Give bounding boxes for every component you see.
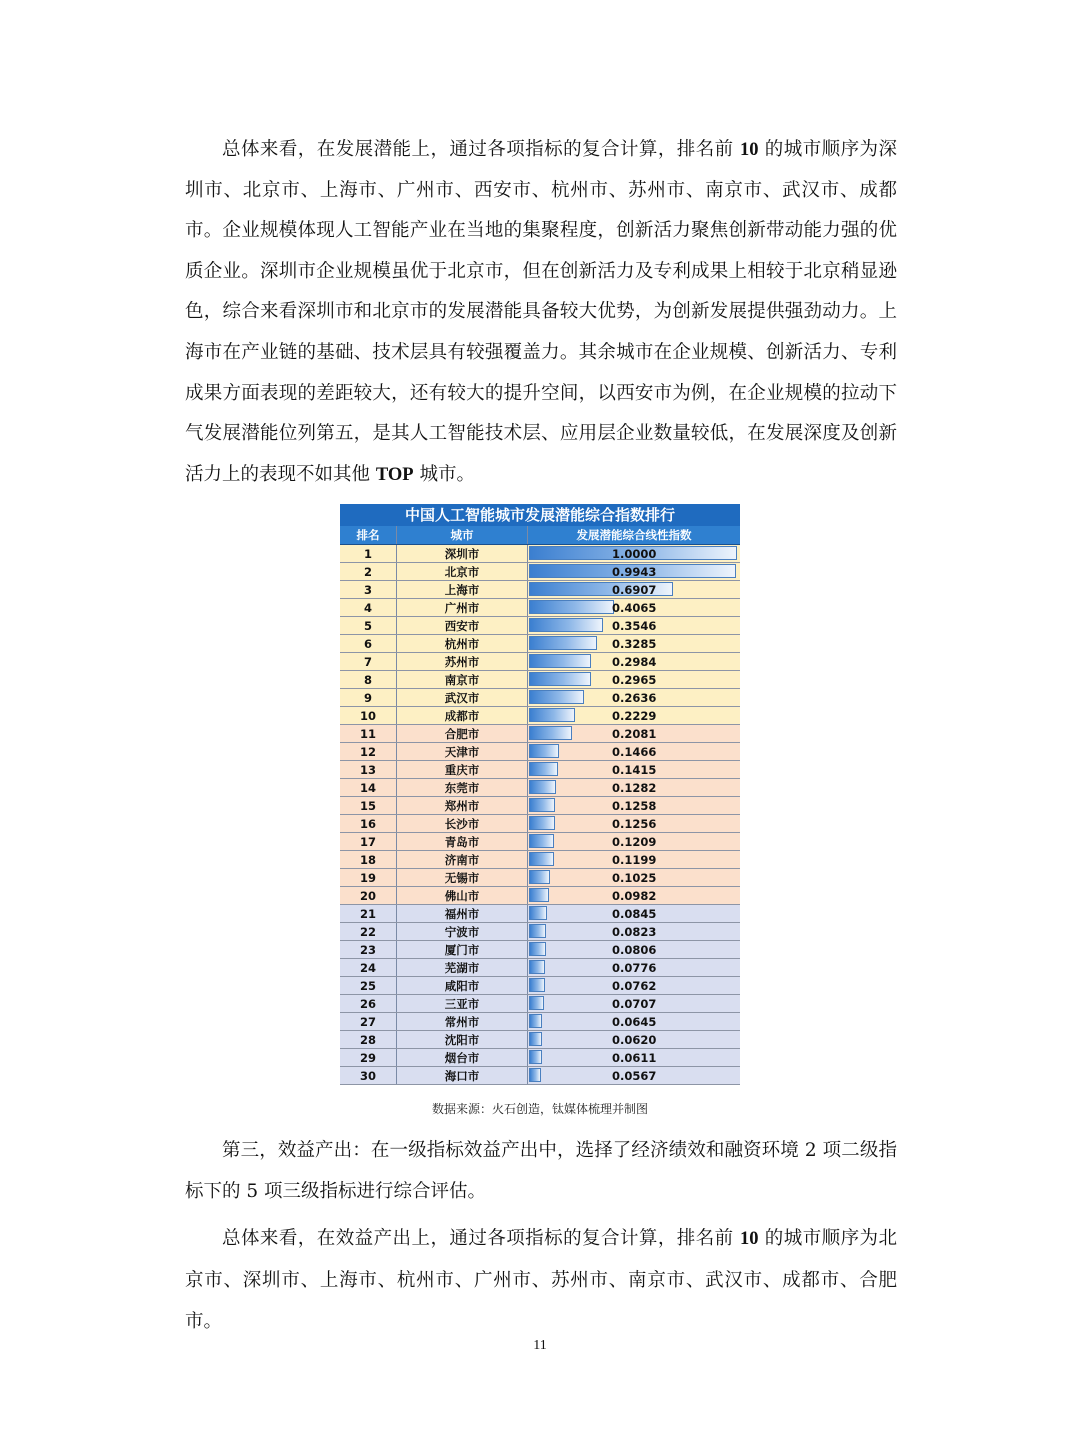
data-bar xyxy=(529,906,547,920)
cell-rank: 19 xyxy=(340,869,397,886)
index-value: 0.1256 xyxy=(612,817,657,831)
cell-index xyxy=(528,851,740,868)
cell-index xyxy=(528,905,740,922)
cell-index xyxy=(528,923,740,940)
index-value: 0.2984 xyxy=(612,655,657,669)
cell-rank: 25 xyxy=(340,977,397,994)
cell-city: 宁波市 xyxy=(397,923,528,940)
cell-index xyxy=(528,725,740,742)
index-value: 0.1209 xyxy=(612,835,657,849)
cell-city: 天津市 xyxy=(397,743,528,760)
cell-index xyxy=(528,707,740,724)
cell-index xyxy=(528,941,740,958)
data-bar xyxy=(529,1032,542,1046)
index-value: 0.0620 xyxy=(612,1033,657,1047)
data-bar xyxy=(529,600,614,614)
index-value: 0.0806 xyxy=(612,943,657,957)
cell-index xyxy=(528,977,740,994)
cell-rank: 1 xyxy=(340,545,397,562)
index-value: 0.0567 xyxy=(612,1069,657,1083)
cell-rank: 14 xyxy=(340,779,397,796)
cell-index xyxy=(528,599,740,616)
table-row xyxy=(340,959,740,977)
table-row xyxy=(340,779,740,797)
index-value: 0.0982 xyxy=(612,889,657,903)
cell-city: 济南市 xyxy=(397,851,528,868)
cell-city: 南京市 xyxy=(397,671,528,688)
cell-index xyxy=(528,869,740,886)
table-row xyxy=(340,707,740,725)
paragraph-benefit-summary xyxy=(185,1218,897,1342)
text-span: 总体来看，在发展潜能上，通过各项指标的复合计算，排名前 xyxy=(222,139,740,160)
data-bar xyxy=(529,690,584,704)
cell-city: 广州市 xyxy=(397,599,528,616)
cell-city: 三亚市 xyxy=(397,995,528,1012)
table-row xyxy=(340,1049,740,1067)
cell-index xyxy=(528,563,740,580)
table-row xyxy=(340,797,740,815)
table-row xyxy=(340,635,740,653)
table-row xyxy=(340,977,740,995)
header-rank: 排名 xyxy=(340,526,397,544)
cell-index xyxy=(528,545,740,562)
cell-city: 成都市 xyxy=(397,707,528,724)
cell-rank: 2 xyxy=(340,563,397,580)
table-row xyxy=(340,923,740,941)
index-value: 0.2229 xyxy=(612,709,657,723)
data-bar xyxy=(529,870,550,884)
data-bar xyxy=(529,726,572,740)
data-bar xyxy=(529,798,555,812)
text-span: 城市。 xyxy=(413,463,475,485)
cell-index xyxy=(528,653,740,670)
cell-rank: 13 xyxy=(340,761,397,778)
paragraph-benefit-output: 第三，效益产出：在一级指标效益产出中，选择了经济绩效和融资环境 2 项二级指标下的 5 项三级指标进行综合评估。 xyxy=(185,1140,897,1202)
data-bar xyxy=(529,708,575,722)
cell-city: 厦门市 xyxy=(397,941,528,958)
index-value: 0.0762 xyxy=(612,979,657,993)
index-value: 0.0611 xyxy=(612,1051,657,1065)
table-row xyxy=(340,563,740,581)
cell-rank: 8 xyxy=(340,671,397,688)
cell-city: 海口市 xyxy=(397,1067,528,1084)
cell-index xyxy=(528,761,740,778)
data-bar xyxy=(529,852,554,866)
data-bar xyxy=(529,1014,542,1028)
index-value: 0.1025 xyxy=(612,871,657,885)
text-span: 的城市顺序为北京市、深圳市、上海市、杭州市、广州市、苏州市、南京市、武汉市、成都市、合肥市。 xyxy=(185,1228,897,1332)
table-header xyxy=(340,526,740,545)
cell-city: 芜湖市 xyxy=(397,959,528,976)
cell-rank: 10 xyxy=(340,707,397,724)
bold-number: 10 xyxy=(739,140,759,160)
cell-index xyxy=(528,1031,740,1048)
table-row xyxy=(340,815,740,833)
index-value: 0.0823 xyxy=(612,925,657,939)
ranking-table xyxy=(340,504,740,1085)
cell-index xyxy=(528,995,740,1012)
header-index: 发展潜能综合线性指数 xyxy=(576,528,692,542)
table-row xyxy=(340,1013,740,1031)
table-row xyxy=(340,617,740,635)
index-value: 0.1415 xyxy=(612,763,657,777)
cell-rank: 20 xyxy=(340,887,397,904)
cell-city: 佛山市 xyxy=(397,887,528,904)
table-row xyxy=(340,743,740,761)
table-row xyxy=(340,941,740,959)
cell-rank: 9 xyxy=(340,689,397,706)
cell-rank: 6 xyxy=(340,635,397,652)
cell-city: 深圳市 xyxy=(397,545,528,562)
cell-index xyxy=(528,635,740,652)
table-row xyxy=(340,833,740,851)
cell-rank: 22 xyxy=(340,923,397,940)
cell-index xyxy=(528,743,740,760)
paragraph-development-potential xyxy=(185,130,897,495)
index-value: 0.1199 xyxy=(612,853,657,867)
cell-index xyxy=(528,689,740,706)
cell-index xyxy=(528,959,740,976)
cell-rank: 24 xyxy=(340,959,397,976)
cell-city: 沈阳市 xyxy=(397,1031,528,1048)
table-row xyxy=(340,1067,740,1085)
data-bar xyxy=(529,924,546,938)
cell-city: 重庆市 xyxy=(397,761,528,778)
cell-rank: 16 xyxy=(340,815,397,832)
cell-rank: 23 xyxy=(340,941,397,958)
cell-rank: 11 xyxy=(340,725,397,742)
data-bar xyxy=(529,636,597,650)
table-row xyxy=(340,995,740,1013)
table-body xyxy=(340,545,740,1085)
cell-city: 无锡市 xyxy=(397,869,528,886)
table-row xyxy=(340,851,740,869)
data-bar xyxy=(529,762,558,776)
index-value: 0.6907 xyxy=(612,583,657,597)
cell-rank: 28 xyxy=(340,1031,397,1048)
data-bar xyxy=(529,960,545,974)
cell-index xyxy=(528,617,740,634)
text-span: 的城市顺序为深圳市、北京市、上海市、广州市、西安市、杭州市、苏州市、南京市、武汉市、成都市。企业规模体现人工智能产业在当地的集聚程度，创新活力聚焦创新带动能力强的优质企业。深圳市企业规模虽优于北京市，但在创新活力及专利成果上相较于北京稍显逊色，综合来看深圳市和北京市的发展潜能具备较大优势，为创新发展提供强劲动力。上海市在产业链的基础、技术层具有较强覆盖力。其余城市在企业规模、创新活力、专利成果方面表现的差距较大，还有较大的提升空间，以西安市为例，在企业规模的拉动下气发展潜能位列第五，是其人工智能技术层、应用层企业数量较低，在发展深度及创新活力上的表现不如其他 xyxy=(185,139,897,485)
table-row xyxy=(340,869,740,887)
table-row xyxy=(340,905,740,923)
table-row xyxy=(340,671,740,689)
table-title: 中国人工智能城市发展潜能综合指数排行 xyxy=(340,504,740,526)
index-value: 0.9943 xyxy=(612,565,657,579)
index-value: 0.0707 xyxy=(612,997,657,1011)
data-bar xyxy=(529,978,545,992)
cell-index xyxy=(528,833,740,850)
cell-city: 青岛市 xyxy=(397,833,528,850)
index-value: 0.3285 xyxy=(612,637,657,651)
table-row xyxy=(340,581,740,599)
bold-number: 10 xyxy=(739,1229,759,1249)
cell-rank: 29 xyxy=(340,1049,397,1066)
page-number: 11 xyxy=(533,1338,547,1353)
cell-index xyxy=(528,671,740,688)
cell-rank: 17 xyxy=(340,833,397,850)
data-bar xyxy=(529,888,549,902)
table-row xyxy=(340,887,740,905)
table-row xyxy=(340,545,740,563)
data-bar xyxy=(529,618,603,632)
cell-city: 西安市 xyxy=(397,617,528,634)
header-city: 城市 xyxy=(397,526,528,544)
cell-rank: 15 xyxy=(340,797,397,814)
cell-rank: 4 xyxy=(340,599,397,616)
cell-index xyxy=(528,1013,740,1030)
data-bar xyxy=(529,996,544,1010)
data-bar xyxy=(529,1068,541,1082)
cell-index xyxy=(528,1049,740,1066)
data-bar xyxy=(529,780,556,794)
cell-rank: 21 xyxy=(340,905,397,922)
cell-city: 杭州市 xyxy=(397,635,528,652)
data-bar xyxy=(529,942,546,956)
bold-top: TOP xyxy=(375,464,414,485)
index-value: 0.0645 xyxy=(612,1015,657,1029)
cell-index xyxy=(528,815,740,832)
index-value: 0.1466 xyxy=(612,745,657,759)
data-bar xyxy=(529,816,555,830)
table-row xyxy=(340,653,740,671)
cell-city: 合肥市 xyxy=(397,725,528,742)
table-row xyxy=(340,761,740,779)
data-bar xyxy=(529,744,559,758)
cell-city: 咸阳市 xyxy=(397,977,528,994)
figure-caption: 数据来源：火石创造，钛媒体梳理并制图 xyxy=(431,1102,648,1116)
cell-city: 东莞市 xyxy=(397,779,528,796)
cell-city: 苏州市 xyxy=(397,653,528,670)
index-value: 0.3546 xyxy=(612,619,657,633)
index-value: 0.2636 xyxy=(612,691,657,705)
index-value: 0.0845 xyxy=(612,907,657,921)
data-bar xyxy=(529,654,591,668)
cell-index xyxy=(528,1067,740,1084)
cell-city: 常州市 xyxy=(397,1013,528,1030)
cell-rank: 5 xyxy=(340,617,397,634)
table-row xyxy=(340,1031,740,1049)
cell-city: 长沙市 xyxy=(397,815,528,832)
index-value: 0.2965 xyxy=(612,673,657,687)
cell-rank: 30 xyxy=(340,1067,397,1084)
index-value: 0.2081 xyxy=(612,727,657,741)
table-row xyxy=(340,725,740,743)
cell-rank: 27 xyxy=(340,1013,397,1030)
cell-index xyxy=(528,581,740,598)
index-value: 0.0776 xyxy=(612,961,657,975)
index-value: 0.1282 xyxy=(612,781,657,795)
cell-city: 郑州市 xyxy=(397,797,528,814)
cell-city: 烟台市 xyxy=(397,1049,528,1066)
cell-index xyxy=(528,779,740,796)
cell-rank: 3 xyxy=(340,581,397,598)
data-bar xyxy=(529,672,591,686)
cell-index xyxy=(528,887,740,904)
table-row xyxy=(340,689,740,707)
cell-index xyxy=(528,797,740,814)
cell-city: 上海市 xyxy=(397,581,528,598)
cell-city: 北京市 xyxy=(397,563,528,580)
index-value: 0.4065 xyxy=(612,601,657,615)
index-value: 1.0000 xyxy=(612,547,657,561)
cell-city: 福州市 xyxy=(397,905,528,922)
cell-rank: 12 xyxy=(340,743,397,760)
index-value: 0.1258 xyxy=(612,799,657,813)
cell-rank: 18 xyxy=(340,851,397,868)
cell-rank: 26 xyxy=(340,995,397,1012)
data-bar xyxy=(529,834,554,848)
table-row xyxy=(340,599,740,617)
cell-rank: 7 xyxy=(340,653,397,670)
text-span: 总体来看，在效益产出上，通过各项指标的复合计算，排名前 xyxy=(222,1228,740,1249)
data-bar xyxy=(529,1050,542,1064)
cell-city: 武汉市 xyxy=(397,689,528,706)
